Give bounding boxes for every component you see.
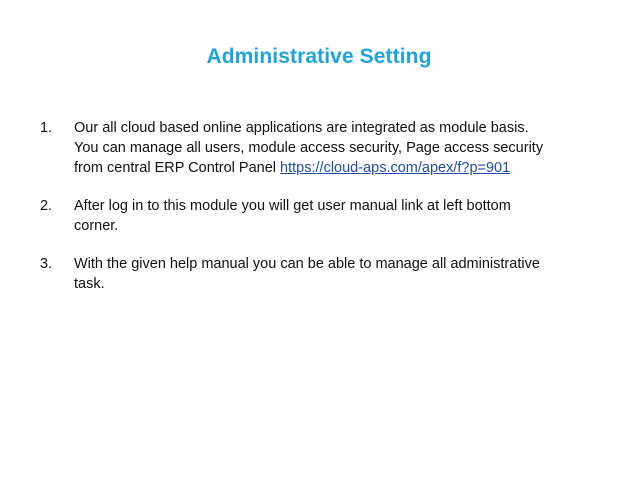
list-item-line: You can manage all users, module access security, Page access security [74,140,544,156]
list-item [40,118,600,178]
list-item-number: 1. [40,120,53,136]
slide-title: Administrative Setting [206,45,432,68]
control-panel-link[interactable]: https://cloud-aps.com/apex/f?p=901 [280,160,511,176]
list-item-line: Our all cloud based online applications are integrated as module basis. [74,120,529,136]
list-item-line [74,158,600,178]
numbered-list [40,118,600,312]
list-item-line-prefix: from central ERP Control Panel [74,160,281,176]
list-item-line: After log in to this module you will get user manual link at left bottom [74,198,511,214]
list-item-line: With the given help manual you can be able to manage all administrative [74,256,540,272]
list-item-line: task. [74,276,105,292]
list-item [40,196,600,236]
list-item-line: corner. [74,218,119,234]
list-item-text [74,254,600,294]
list-item-number: 3. [40,256,53,272]
list-item-number: 2. [40,198,53,214]
list-item-text [74,118,600,178]
list-item [40,254,600,294]
list-item-text [74,196,600,236]
